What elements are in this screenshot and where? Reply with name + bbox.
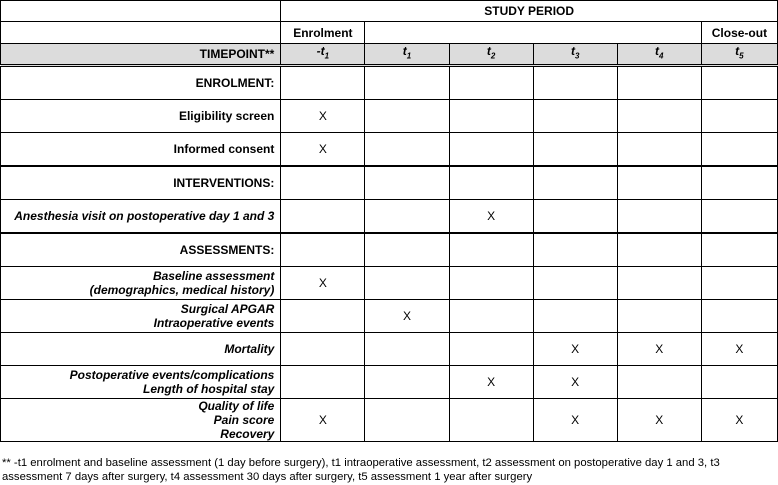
schedule-empty-cell (365, 233, 449, 267)
schedule-empty-cell (533, 267, 617, 300)
schedule-empty-cell (365, 100, 449, 133)
timepoint-symbol: t (655, 44, 660, 59)
timepoint-subscript: 5 (739, 51, 744, 61)
schedule-empty-cell (449, 333, 533, 366)
schedule-empty-cell (701, 267, 777, 300)
schedule-empty-cell (701, 233, 777, 267)
schedule-empty-cell (701, 66, 777, 100)
timepoint-5 (617, 44, 701, 66)
row-label-line: Intraoperative events (153, 316, 275, 330)
schedule-row (1, 66, 778, 100)
schedule-empty-cell (281, 300, 365, 333)
schedule-empty-cell (533, 66, 617, 100)
header-blank-cell (1, 22, 281, 44)
schedule-empty-cell (281, 200, 365, 233)
row-label-line: Mortality (224, 342, 275, 356)
row-label-line: Recovery (220, 427, 275, 441)
schedule-empty-cell (617, 66, 701, 100)
schedule-empty-cell (281, 66, 365, 100)
row-label (1, 267, 281, 300)
timepoint-1 (281, 44, 365, 66)
schedule-empty-cell (701, 300, 777, 333)
schedule-row (1, 100, 778, 133)
schedule-empty-cell (281, 333, 365, 366)
schedule-empty-cell (365, 267, 449, 300)
timepoint-symbol: t (570, 44, 575, 59)
row-label-line: INTERVENTIONS: (173, 175, 275, 190)
schedule-mark: X (449, 200, 533, 233)
schedule-mark: X (281, 399, 365, 442)
schedule-empty-cell (533, 300, 617, 333)
schedule-row (1, 133, 778, 166)
schedule-row (1, 200, 778, 233)
schedule-empty-cell (365, 399, 449, 442)
row-label (1, 100, 281, 133)
row-label (1, 200, 281, 233)
row-label-line: Informed consent (173, 141, 275, 156)
row-label (1, 333, 281, 366)
row-label-line: Postoperative events/complications (69, 368, 275, 382)
schedule-empty-cell (449, 133, 533, 166)
schedule-empty-cell (449, 399, 533, 442)
schedule-empty-cell (449, 166, 533, 200)
row-label (1, 233, 281, 267)
schedule-mark: X (701, 333, 777, 366)
schedule-empty-cell (701, 166, 777, 200)
study-period-header: STUDY PERIOD (281, 1, 778, 22)
timepoint-subscript: 1 (324, 51, 330, 61)
schedule-empty-cell (449, 300, 533, 333)
schedule-empty-cell (617, 267, 701, 300)
enrolment-header: Enrolment (281, 22, 365, 44)
header-blank-cell (1, 1, 281, 22)
schedule-empty-cell (617, 133, 701, 166)
schedule-row (1, 399, 778, 442)
schedule-empty-cell (701, 200, 777, 233)
schedule-mark: X (365, 300, 449, 333)
schedule-mark: X (617, 399, 701, 442)
schedule-mark: X (281, 267, 365, 300)
header-row-period (1, 1, 778, 22)
row-label (1, 399, 281, 442)
schedule-empty-cell (365, 166, 449, 200)
row-label (1, 66, 281, 100)
schedule-empty-cell (533, 200, 617, 233)
schedule-mark: X (533, 366, 617, 399)
schedule-mark: X (281, 133, 365, 166)
schedule-empty-cell (281, 166, 365, 200)
schedule-row (1, 300, 778, 333)
close-out-header: Close-out (701, 22, 777, 44)
schedule-empty-cell (365, 366, 449, 399)
schedule-row (1, 233, 778, 267)
row-label-line: Baseline assessment (152, 269, 275, 283)
timepoint-subscript: 1 (406, 51, 412, 61)
row-label-line: Anesthesia visit on postoperative day 1 and 3 (14, 208, 275, 223)
timepoint-row (1, 44, 778, 66)
schedule-empty-cell (449, 233, 533, 267)
timepoint-4 (533, 44, 617, 66)
allocation-blank-header (365, 22, 701, 44)
row-label-line: Eligibility screen (178, 109, 275, 123)
row-label (1, 133, 281, 166)
timepoint-2 (365, 44, 449, 66)
schedule-empty-cell (365, 133, 449, 166)
schedule-empty-cell (617, 200, 701, 233)
timepoint-3 (449, 44, 533, 66)
schedule-empty-cell (533, 166, 617, 200)
schedule-row (1, 166, 778, 200)
timepoint-symbol: t (402, 44, 407, 59)
schedule-empty-cell (449, 267, 533, 300)
schedule-empty-cell (701, 133, 777, 166)
row-label-line: ASSESSMENTS: (179, 242, 275, 257)
row-label-line: Pain score (213, 413, 275, 427)
header-row-phase (1, 22, 778, 44)
timepoint-subscript: 4 (659, 51, 664, 61)
schedule-mark: X (617, 333, 701, 366)
timepoint-symbol: t (735, 44, 740, 59)
schedule-empty-cell (533, 133, 617, 166)
schedule-empty-cell (281, 233, 365, 267)
row-label (1, 366, 281, 399)
schedule-mark: X (281, 100, 365, 133)
schedule-empty-cell (449, 66, 533, 100)
schedule-empty-cell (701, 100, 777, 133)
timepoint-6 (701, 44, 777, 66)
row-label-line: ENROLMENT: (195, 76, 275, 90)
schedule-empty-cell (533, 100, 617, 133)
schedule-empty-cell (533, 233, 617, 267)
row-label (1, 300, 281, 333)
row-label-line: (demographics, medical history) (89, 283, 275, 297)
schedule-mark: X (533, 333, 617, 366)
timepoint-label: TIMEPOINT** (1, 44, 281, 66)
row-label-line: Length of hospital stay (143, 382, 275, 396)
timepoint-subscript: 3 (574, 51, 580, 61)
schedule-empty-cell (617, 166, 701, 200)
schedule-empty-cell (281, 366, 365, 399)
schedule-empty-cell (449, 100, 533, 133)
schedule-empty-cell (365, 66, 449, 100)
schedule-empty-cell (617, 300, 701, 333)
footnote: ** -t1 enrolment and baseline assessment (1 day before surgery), t1 intraoperative assessment, t2 assessment on postoperative day 1 and 3, t3 assessment 7 days after surgery, t4 assessment 30 days after surgery, t5 assessment 1 year after surgery (2, 457, 720, 483)
schedule-row (1, 333, 778, 366)
row-label (1, 166, 281, 200)
schedule-empty-cell (617, 233, 701, 267)
schedule-empty-cell (365, 333, 449, 366)
schedule-mark: X (533, 399, 617, 442)
schedule-mark: X (701, 399, 777, 442)
schedule-empty-cell (365, 200, 449, 233)
schedule-empty-cell (617, 366, 701, 399)
timepoint-symbol: -t (316, 44, 325, 59)
schedule-empty-cell (617, 100, 701, 133)
schedule-row (1, 366, 778, 399)
schedule-mark: X (449, 366, 533, 399)
row-label-line: Surgical APGAR (180, 302, 275, 316)
timepoint-subscript: 2 (490, 51, 496, 61)
timepoint-symbol: t (486, 44, 491, 59)
row-label-line: Quality of life (198, 399, 275, 413)
schedule-row (1, 267, 778, 300)
schedule-empty-cell (701, 366, 777, 399)
